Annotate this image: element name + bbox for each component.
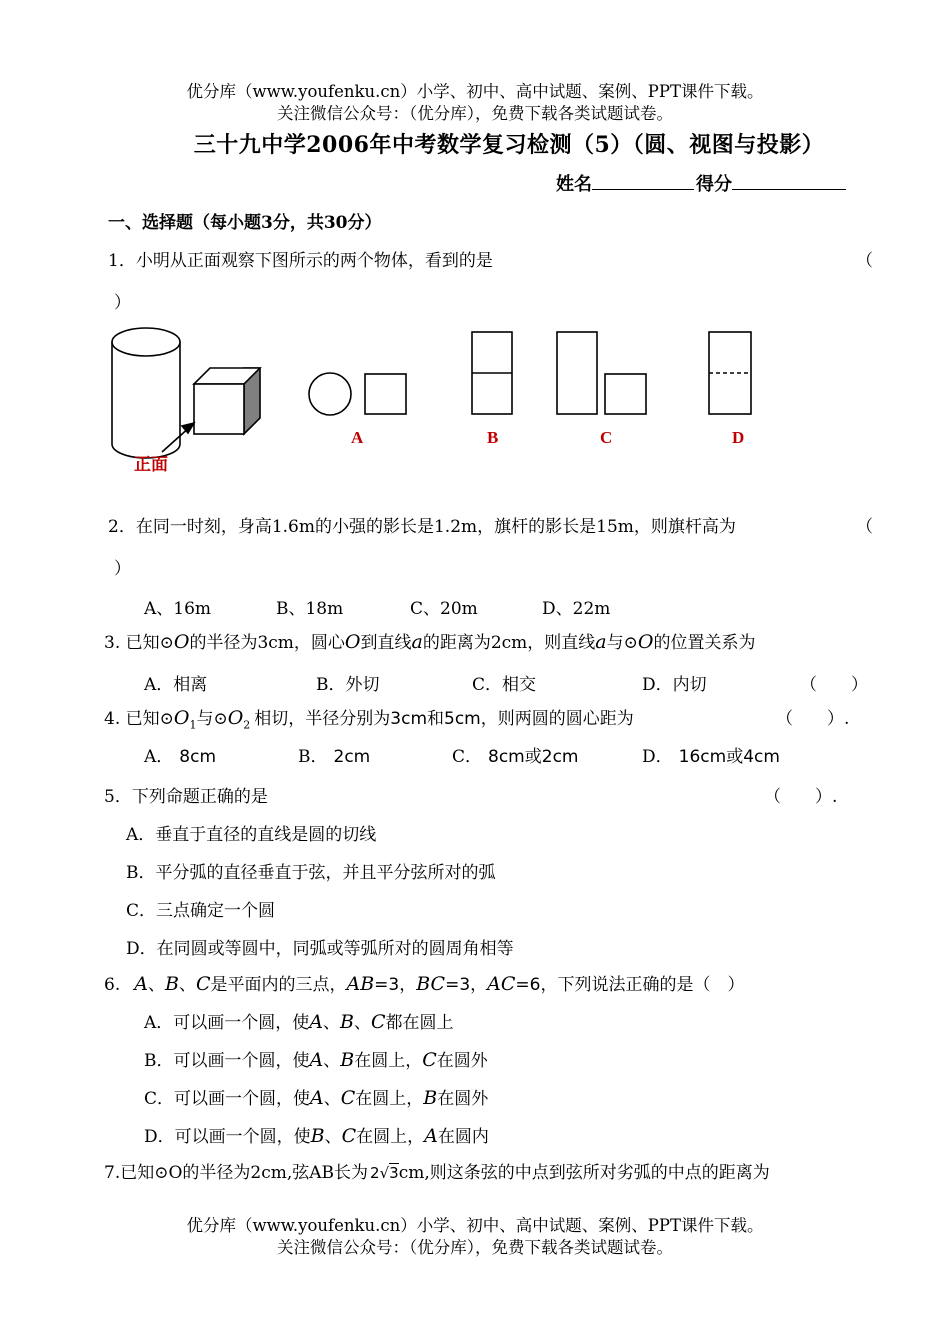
name-label: 姓名: [556, 174, 592, 195]
q4-option-c: C． 8cm或2cm: [452, 747, 579, 767]
q1-option-c-label: C: [600, 428, 613, 447]
q2-paren-open: （: [856, 517, 873, 537]
q4-option-a: A． 8cm: [144, 747, 217, 767]
q5-option-d: D．在同圆或等圆中，同弧或等弧所对的圆周角相等: [126, 939, 514, 959]
q5-answer-paren: （ ）.: [764, 787, 838, 807]
q6-text: 6. A、B、C是平面内的三点，AB=3，BC=3，AC=6，下列说法正确的是（ ）: [104, 973, 745, 995]
q1-paren-close: ）: [114, 293, 131, 313]
q6-option-a: A．可以画一个圆，使A、B、C都在圆上: [144, 1011, 454, 1033]
front-label: 正面: [134, 455, 168, 475]
q1-text: 1．小明从正面观察下图所示的两个物体，看到的是: [108, 251, 493, 271]
q2-text: 2．在同一时刻，身高1.6m的小强的影长是1.2m，旗杆的影长是15m，则旗杆高为: [108, 517, 736, 537]
q1-option-a-label: A: [351, 428, 364, 447]
footer-line-2: 关注微信公众号：（优分库），免费下载各类试题试卷。: [277, 1238, 673, 1257]
footer-line-1: 优分库（www.youfenku.cn）小学、初中、高中试题、案例、PPT课件下载。: [186, 1216, 764, 1235]
q2-option-a: A、16m: [144, 599, 212, 619]
q3-option-c: C．相交: [472, 675, 537, 695]
q3-text: 3. 已知⊙O的半径为3cm，圆心O到直线a的距离为2cm，则直线a与⊙O的位置关系为: [104, 631, 756, 653]
q2-option-b: B、18m: [276, 599, 344, 619]
q2-paren-close: ）: [114, 559, 131, 579]
header-line-1: 优分库（www.youfenku.cn）小学、初中、高中试题、案例、PPT课件下载。: [186, 82, 764, 101]
q1-option-b-label: B: [487, 428, 499, 447]
q5-option-b: B．平分弧的直径垂直于弦，并且平分弦所对的弧: [126, 863, 496, 883]
q5-text: 5．下列命题正确的是: [104, 787, 268, 807]
header-line-2: 关注微信公众号：（优分库），免费下载各类试题试卷。: [277, 104, 673, 123]
q1-paren-open: （: [856, 251, 873, 271]
score-label: 得分: [696, 174, 732, 195]
q2-option-c: C、20m: [410, 599, 478, 619]
q2-option-d: D、22m: [542, 599, 611, 619]
cylinder-shape: [112, 328, 180, 458]
q4-answer-paren: （ ）.: [776, 709, 850, 729]
section-heading: 一、选择题（每小题3分，共30分）: [108, 213, 382, 233]
q4-text: 4. 已知$⊙O_1$与$⊙O_2$ 相切，半径分别为3cm和5cm，则两圆的圆心距为: [104, 707, 634, 732]
q3-answer-paren: （ ）: [800, 675, 868, 695]
option-a-shape: [309, 373, 406, 415]
q7-text: 7.已知⊙O的半径为2cm,弦AB长为 2√3cm,则这条弦的中点到弦所对劣弧的中点的距离为: [104, 1163, 770, 1183]
q5-option-a: A．垂直于直径的直线是圆的切线: [126, 825, 377, 845]
q3-option-a: A．相离: [144, 675, 208, 695]
q6-option-b: B．可以画一个圆，使A、B在圆上，C在圆外: [144, 1049, 488, 1071]
cube-shape: [194, 368, 260, 434]
q4-option-b: B． 2cm: [298, 747, 371, 767]
q6-option-c: C．可以画一个圆，使A、C在圆上，B在圆外: [144, 1087, 489, 1109]
option-d-shape: [709, 332, 751, 414]
page-title: 三十九中学2006年中考数学复习检测（5）（圆、视图与投影）: [193, 132, 825, 158]
option-c-shape: [557, 332, 646, 414]
q1-option-d-label: D: [732, 428, 745, 447]
q3-option-d: D．内切: [642, 675, 707, 695]
q5-option-c: C．三点确定一个圆: [126, 901, 276, 921]
q4-option-d: D． 16cm或4cm: [642, 747, 780, 767]
q6-option-d: D．可以画一个圆，使B、C在圆上，A在圆内: [144, 1125, 489, 1147]
q3-option-b: B．外切: [316, 675, 380, 695]
option-b-shape: [472, 332, 512, 414]
